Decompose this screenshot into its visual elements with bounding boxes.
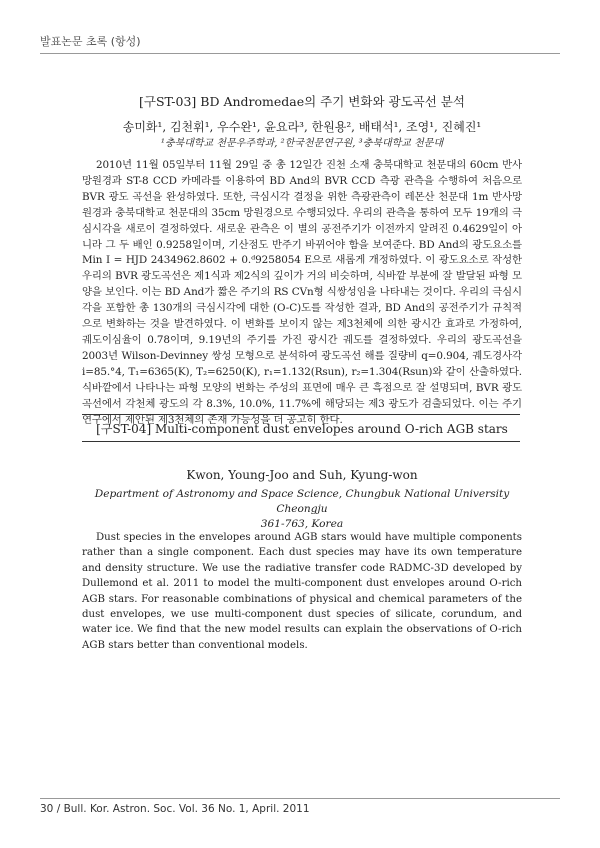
abstract2-affiliation-line1: Department of Astronomy and Space Science, Chungbuk National University Cheongju — [94, 488, 510, 515]
abstract1-affiliations: ¹충북대학교 천문우주학과, ²한국천문연구원, ³충북대학교 천문대 — [160, 138, 444, 149]
abstract1-authors: 송미화¹, 김천휘¹, 우수완¹, 윤요라³, 한원용², 배태석¹, 조영¹, 진혜진¹ — [122, 120, 482, 134]
header-rule — [40, 53, 560, 54]
abstract2-affiliation-line2: 361-763, Korea — [260, 518, 344, 530]
abstract2-body: Dust species in the envelopes around AGB stars would have multiple components rather than a single component. Each dust species may have its own temperature and density structure. We use the radiative transfer code RADMC-3D developed by Dullemond et al. 2011 to model the multi-component dust envelopes around O-rich AGB stars. For reasonable combinations of physical and chemical parameters of the dust envelopes, we use multi-component dust species of silicate, corundum, and water ice. We find that the new model results can explain the observations of O-rich AGB stars better than conventional models. — [82, 532, 522, 651]
page-footer: 30 / Bull. Kor. Astron. Soc. Vol. 36 No. 1, April. 2011 — [40, 803, 310, 815]
footer-rule — [40, 798, 560, 799]
abstract2-title-rule-top — [82, 414, 520, 415]
running-header: 발표논문 초록 (항성) — [40, 35, 141, 48]
abstract2-authors: Kwon, Young-Joo and Suh, Kyung-won — [186, 468, 418, 482]
abstract2-title-rule-bottom — [82, 441, 520, 442]
abstract2-affiliation — [82, 487, 522, 532]
abstract1-title: [구ST-03] BD Andromedae의 주기 변화와 광도곡선 분석 — [139, 94, 465, 109]
abstract2-title: [구ST-04] Multi-component dust envelopes around O-rich AGB stars — [96, 422, 508, 436]
abstract1-body: 2010년 11월 05일부터 11월 29일 중 총 12일간 진천 소재 충북대학교 천문대의 60cm 반사망원경과 ST-8 CCD 카메라를 이용하여 BD And의 BVR CCD 측광 관측을 수행하여 처음으로 BVR 광도 곡선을 완성하였다. 또한, 극심시각 결정을 위한 측광관측이 레몬산 천문대 1m 반사망원경과 충북대학교 천문대의 35cm 망원경으로 수행되었다. 우리의 관측을 통하여 모두 19개의 극심시각을 새로이 결정하였다. 새로운 관측은 이 별의 공전주기가 이전까지 알려진 0.4629일이 아니라 그 두 배인 0.9258일이며, 기산점도 반주기 바뀌어야 함을 보여준다. BD And의 광도요소를 Min I = HJD 2434962.8602 + 0.ᵈ9258054 E으로 새롭게 개정하였다. 이 광도요소로 작성한 우리의 BVR 광도곡선은 제1식과 제2식의 깊이가 거의 비슷하며, 식바깥 부분에 잘 발달된 파형 모양을 보인다. 이는 BD And가 짧은 주기의 RS CVn형 식쌍성임을 나타내는 것이다. 우리의 극심시각을 포함한 총 130개의 극심시각에 대한 (O-C)도를 작성한 결과, BD And의 공전주기가 규칙적으로 변화하는 것을 발견하였다. 이 변화를 보이지 않는 제3천체에 의한 광시간 효과로 가정하여, 궤도이심율이 0.78이며, 9.19년의 주기를 가진 광시간 궤도를 결정하였다. 우리의 광도곡선을 2003년 Wilson-Devinney 쌍성 모형으로 분석하여 광도곡선 해를 질량비 q=0.904, 궤도경사각 i=85.°4, T₁=6365(K), T₂=6250(K), r₁=1.132(Rsun), r₂=1.304(Rsun)와 같이 산출하였다. 식바깥에서 나타나는 파형 모양의 변화는 주성의 표면에 매우 큰 흑점으로 잘 설명되며, BVR 광도곡선에서 각천체 광도의 각 8.3%, 10.0%, 11.7%에 해당되는 제3 광도가 검출되었다. 이는 주기연구에서 제안된 제3천체의 존재 가능성을 더 공고히 한다. — [82, 159, 522, 426]
